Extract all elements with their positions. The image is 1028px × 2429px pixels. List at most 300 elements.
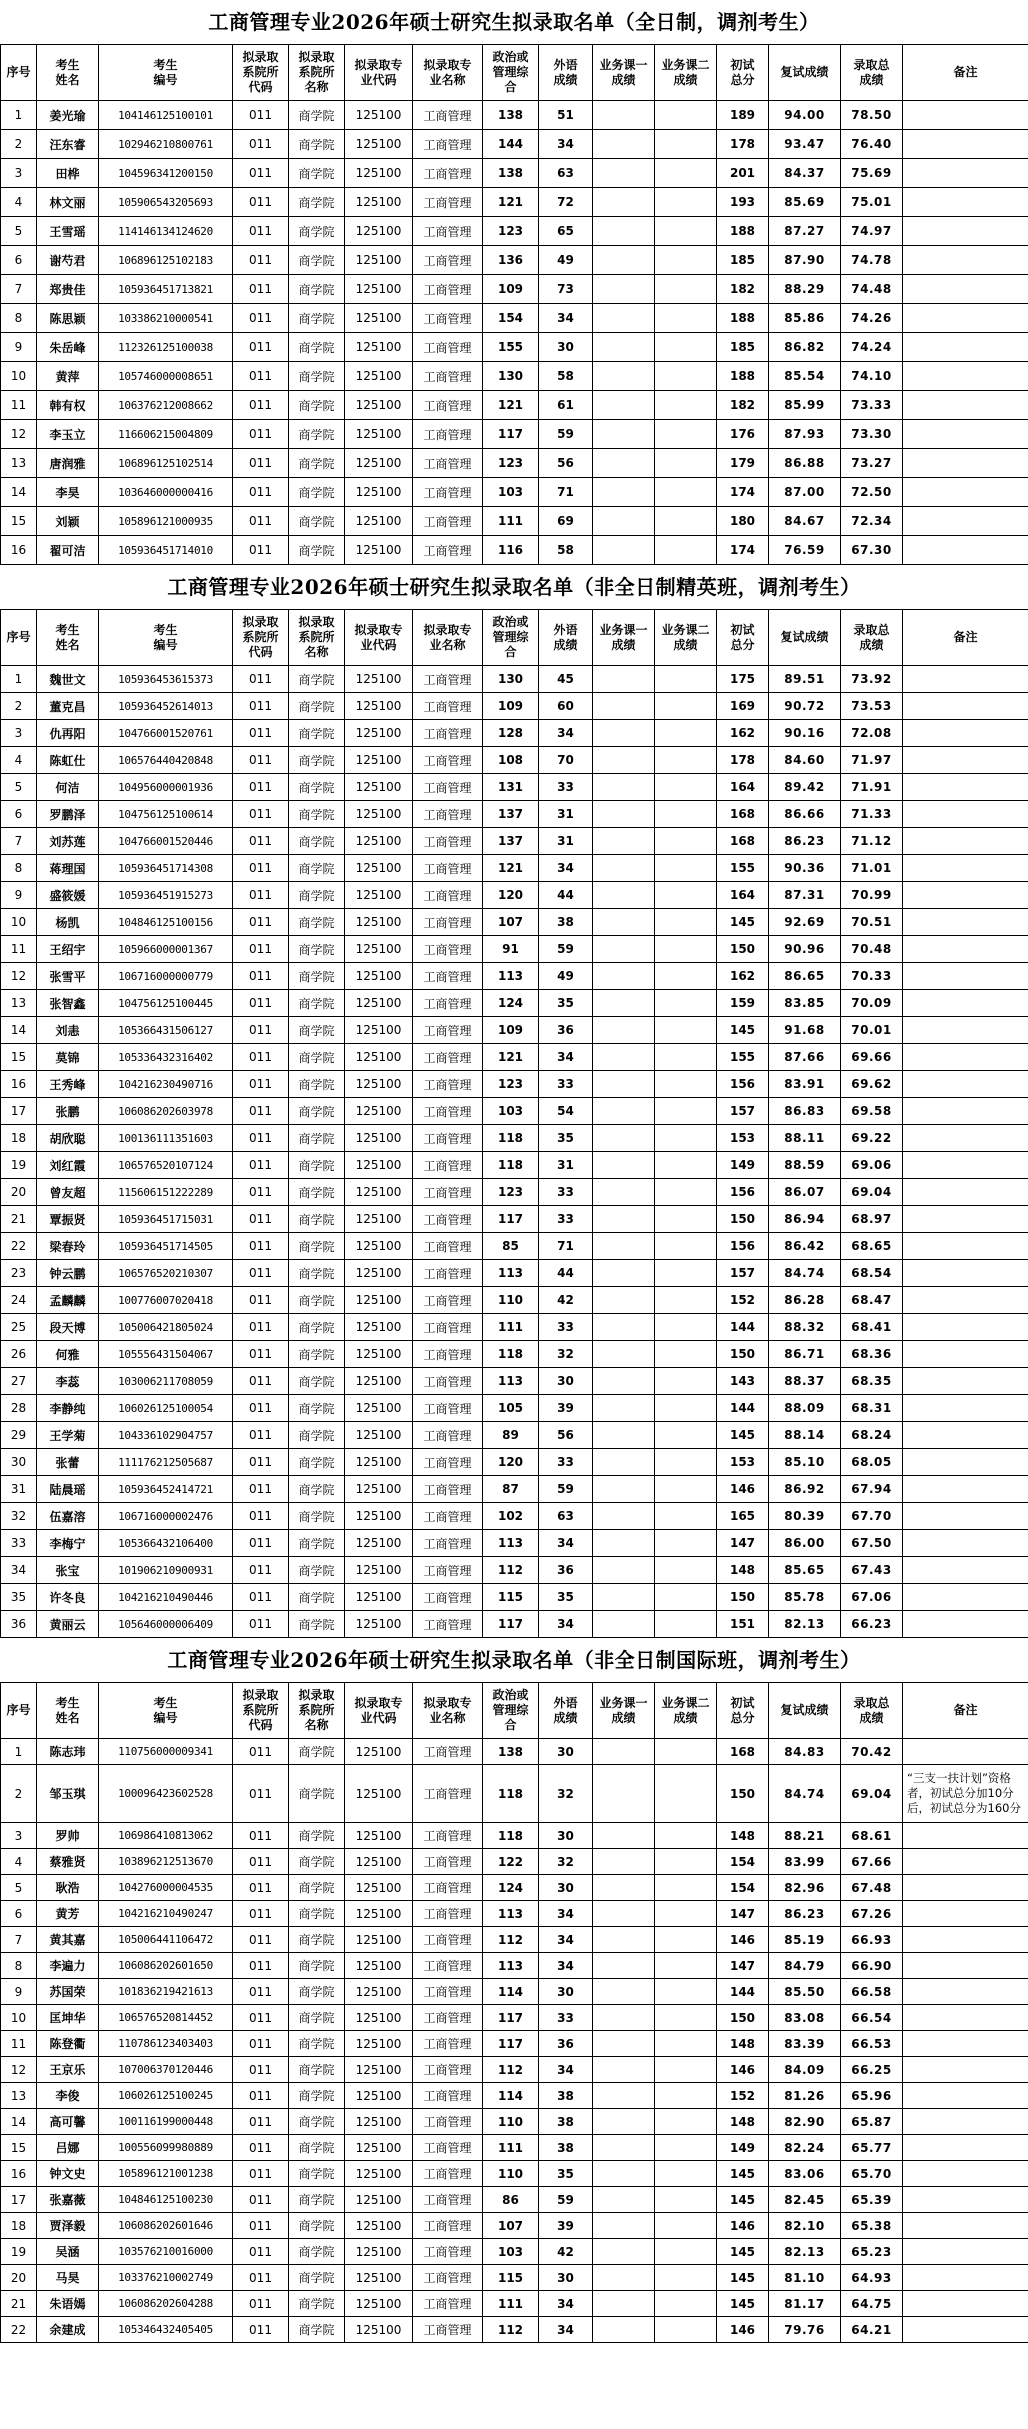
cell-retest-score: 86.23 <box>769 1901 841 1927</box>
cell-candidate-id: 106576520210307 <box>99 1260 233 1287</box>
cell-english-score: 59 <box>539 420 593 449</box>
cell-course2-score <box>655 391 717 420</box>
cell-seq: 25 <box>1 1314 37 1341</box>
table-row <box>1 333 1028 362</box>
cell-english-score: 71 <box>539 1233 593 1260</box>
table-row <box>1 747 1028 774</box>
cell-candidate-id: 103646000000416 <box>99 478 233 507</box>
cell-name: 刘恚 <box>37 1017 99 1044</box>
cell-major-code: 125100 <box>345 2187 413 2213</box>
cell-name: 陆晨瑶 <box>37 1476 99 1503</box>
cell-name: 李静纯 <box>37 1395 99 1422</box>
cell-course2-score <box>655 936 717 963</box>
cell-politics-score: 102 <box>483 1503 539 1530</box>
cell-major-name: 工商管理 <box>413 1395 483 1422</box>
cell-dept-name: 商学院 <box>289 1152 345 1179</box>
cell-seq: 17 <box>1 1098 37 1125</box>
cell-major-name: 工商管理 <box>413 1584 483 1611</box>
cell-dept-code: 011 <box>233 304 289 333</box>
cell-final-score: 65.39 <box>841 2187 903 2213</box>
cell-major-code: 125100 <box>345 159 413 188</box>
cell-major-name: 工商管理 <box>413 693 483 720</box>
cell-english-score: 38 <box>539 2083 593 2109</box>
column-header-candidate-id: 考生 编号 <box>99 45 233 101</box>
cell-dept-code: 011 <box>233 1098 289 1125</box>
table-row <box>1 1849 1028 1875</box>
cell-seq: 1 <box>1 1739 37 1765</box>
cell-initial-total: 145 <box>717 2265 769 2291</box>
cell-major-name: 工商管理 <box>413 1979 483 2005</box>
cell-course1-score <box>593 1098 655 1125</box>
cell-remark <box>903 362 1028 391</box>
cell-remark <box>903 1875 1028 1901</box>
cell-dept-code: 011 <box>233 1395 289 1422</box>
cell-politics-score: 144 <box>483 130 539 159</box>
cell-english-score: 31 <box>539 1152 593 1179</box>
table-row <box>1 1927 1028 1953</box>
cell-major-name: 工商管理 <box>413 963 483 990</box>
cell-politics-score: 136 <box>483 246 539 275</box>
cell-retest-score: 87.66 <box>769 1044 841 1071</box>
cell-retest-score: 86.28 <box>769 1287 841 1314</box>
cell-initial-total: 168 <box>717 828 769 855</box>
cell-course1-score <box>593 1765 655 1823</box>
cell-final-score: 68.97 <box>841 1206 903 1233</box>
table-row <box>1 275 1028 304</box>
cell-final-score: 68.54 <box>841 1260 903 1287</box>
cell-dept-name: 商学院 <box>289 246 345 275</box>
cell-major-code: 125100 <box>345 828 413 855</box>
cell-course1-score <box>593 2187 655 2213</box>
cell-seq: 30 <box>1 1449 37 1476</box>
cell-seq: 10 <box>1 909 37 936</box>
cell-retest-score: 88.37 <box>769 1368 841 1395</box>
table-row <box>1 1098 1028 1125</box>
table-row <box>1 1530 1028 1557</box>
cell-remark <box>903 1953 1028 1979</box>
cell-initial-total: 178 <box>717 130 769 159</box>
cell-candidate-id: 106026125100245 <box>99 2083 233 2109</box>
cell-course1-score <box>593 1476 655 1503</box>
cell-dept-code: 011 <box>233 101 289 130</box>
admission-list-section <box>0 0 1028 565</box>
cell-politics-score: 118 <box>483 1765 539 1823</box>
cell-retest-score: 87.31 <box>769 882 841 909</box>
cell-initial-total: 155 <box>717 1044 769 1071</box>
cell-dept-name: 商学院 <box>289 774 345 801</box>
cell-major-name: 工商管理 <box>413 1449 483 1476</box>
cell-retest-score: 94.00 <box>769 101 841 130</box>
cell-name: 黄萍 <box>37 362 99 391</box>
cell-major-code: 125100 <box>345 990 413 1017</box>
cell-major-name: 工商管理 <box>413 1152 483 1179</box>
cell-initial-total: 152 <box>717 2083 769 2109</box>
cell-course1-score <box>593 2083 655 2109</box>
cell-candidate-id: 104336102904757 <box>99 1422 233 1449</box>
cell-retest-score: 86.82 <box>769 333 841 362</box>
cell-politics-score: 117 <box>483 420 539 449</box>
cell-major-name: 工商管理 <box>413 1071 483 1098</box>
cell-course2-score <box>655 449 717 478</box>
cell-dept-name: 商学院 <box>289 275 345 304</box>
cell-final-score: 67.06 <box>841 1584 903 1611</box>
cell-english-score: 34 <box>539 1044 593 1071</box>
column-header-name: 考生 姓名 <box>37 1683 99 1739</box>
cell-retest-score: 86.07 <box>769 1179 841 1206</box>
cell-retest-score: 84.74 <box>769 1765 841 1823</box>
cell-name: 蒋理国 <box>37 855 99 882</box>
cell-retest-score: 83.85 <box>769 990 841 1017</box>
cell-final-score: 69.22 <box>841 1125 903 1152</box>
cell-initial-total: 174 <box>717 536 769 565</box>
cell-major-name: 工商管理 <box>413 333 483 362</box>
column-header-final-score: 录取总 成绩 <box>841 610 903 666</box>
cell-candidate-id: 105936451715031 <box>99 1206 233 1233</box>
cell-english-score: 31 <box>539 828 593 855</box>
cell-course1-score <box>593 1125 655 1152</box>
cell-politics-score: 110 <box>483 1287 539 1314</box>
cell-candidate-id: 105936453615373 <box>99 666 233 693</box>
cell-major-code: 125100 <box>345 1422 413 1449</box>
cell-name: 耿浩 <box>37 1875 99 1901</box>
cell-dept-name: 商学院 <box>289 2239 345 2265</box>
cell-name: 陈志玮 <box>37 1739 99 1765</box>
cell-politics-score: 112 <box>483 1927 539 1953</box>
cell-course1-score <box>593 2161 655 2187</box>
cell-major-name: 工商管理 <box>413 2005 483 2031</box>
cell-course2-score <box>655 1260 717 1287</box>
cell-initial-total: 193 <box>717 188 769 217</box>
cell-course2-score <box>655 2031 717 2057</box>
cell-name: 曾友超 <box>37 1179 99 1206</box>
cell-course2-score <box>655 720 717 747</box>
cell-remark <box>903 1125 1028 1152</box>
cell-english-score: 34 <box>539 720 593 747</box>
cell-initial-total: 144 <box>717 1314 769 1341</box>
cell-retest-score: 86.88 <box>769 449 841 478</box>
cell-retest-score: 81.17 <box>769 2291 841 2317</box>
cell-initial-total: 188 <box>717 304 769 333</box>
cell-dept-code: 011 <box>233 130 289 159</box>
cell-politics-score: 138 <box>483 101 539 130</box>
cell-major-name: 工商管理 <box>413 1611 483 1638</box>
cell-politics-score: 121 <box>483 188 539 217</box>
cell-major-code: 125100 <box>345 1314 413 1341</box>
cell-initial-total: 157 <box>717 1260 769 1287</box>
cell-retest-score: 90.72 <box>769 693 841 720</box>
cell-remark <box>903 2265 1028 2291</box>
cell-initial-total: 148 <box>717 1557 769 1584</box>
column-header-dept-name: 拟录取 系院所 名称 <box>289 610 345 666</box>
cell-seq: 3 <box>1 159 37 188</box>
cell-major-name: 工商管理 <box>413 188 483 217</box>
cell-english-score: 54 <box>539 1098 593 1125</box>
cell-candidate-id: 106716000000779 <box>99 963 233 990</box>
cell-initial-total: 145 <box>717 909 769 936</box>
cell-major-code: 125100 <box>345 1260 413 1287</box>
cell-major-name: 工商管理 <box>413 882 483 909</box>
cell-remark <box>903 507 1028 536</box>
column-header-english-score: 外语 成绩 <box>539 45 593 101</box>
cell-politics-score: 103 <box>483 2239 539 2265</box>
cell-dept-name: 商学院 <box>289 449 345 478</box>
cell-retest-score: 84.74 <box>769 1260 841 1287</box>
cell-final-score: 73.53 <box>841 693 903 720</box>
cell-retest-score: 87.93 <box>769 420 841 449</box>
table-row <box>1 693 1028 720</box>
cell-retest-score: 90.96 <box>769 936 841 963</box>
cell-final-score: 65.77 <box>841 2135 903 2161</box>
cell-final-score: 67.50 <box>841 1530 903 1557</box>
table-row <box>1 2109 1028 2135</box>
cell-remark <box>903 2109 1028 2135</box>
cell-course1-score <box>593 2239 655 2265</box>
cell-dept-name: 商学院 <box>289 1179 345 1206</box>
cell-course1-score <box>593 1584 655 1611</box>
cell-retest-score: 83.99 <box>769 1849 841 1875</box>
cell-major-name: 工商管理 <box>413 2291 483 2317</box>
cell-remark <box>903 1233 1028 1260</box>
cell-major-code: 125100 <box>345 882 413 909</box>
cell-course2-score <box>655 159 717 188</box>
cell-candidate-id: 112326125100038 <box>99 333 233 362</box>
cell-final-score: 70.09 <box>841 990 903 1017</box>
cell-final-score: 73.92 <box>841 666 903 693</box>
cell-course2-score <box>655 1739 717 1765</box>
cell-seq: 13 <box>1 2083 37 2109</box>
cell-name: 唐润雅 <box>37 449 99 478</box>
cell-dept-name: 商学院 <box>289 1260 345 1287</box>
cell-major-code: 125100 <box>345 1953 413 1979</box>
cell-english-score: 60 <box>539 693 593 720</box>
cell-course1-score <box>593 1206 655 1233</box>
cell-major-code: 125100 <box>345 1017 413 1044</box>
cell-course2-score <box>655 1449 717 1476</box>
column-header-seq: 序号 <box>1 45 37 101</box>
cell-retest-score: 88.32 <box>769 1314 841 1341</box>
cell-dept-name: 商学院 <box>289 1449 345 1476</box>
cell-final-score: 74.48 <box>841 275 903 304</box>
cell-retest-score: 83.91 <box>769 1071 841 1098</box>
cell-course1-score <box>593 2213 655 2239</box>
cell-major-name: 工商管理 <box>413 1341 483 1368</box>
cell-dept-name: 商学院 <box>289 1765 345 1823</box>
cell-name: 朱语嫣 <box>37 2291 99 2317</box>
cell-retest-score: 84.79 <box>769 1953 841 1979</box>
cell-course1-score <box>593 1395 655 1422</box>
cell-candidate-id: 116606215004809 <box>99 420 233 449</box>
cell-politics-score: 89 <box>483 1422 539 1449</box>
cell-seq: 22 <box>1 2317 37 2343</box>
cell-name: 王绍宇 <box>37 936 99 963</box>
cell-final-score: 67.66 <box>841 1849 903 1875</box>
cell-english-score: 33 <box>539 1179 593 1206</box>
table-row <box>1 1260 1028 1287</box>
cell-english-score: 32 <box>539 1849 593 1875</box>
cell-seq: 34 <box>1 1557 37 1584</box>
cell-english-score: 34 <box>539 1927 593 1953</box>
cell-dept-name: 商学院 <box>289 1287 345 1314</box>
cell-dept-code: 011 <box>233 882 289 909</box>
cell-course2-score <box>655 2317 717 2343</box>
cell-politics-score: 109 <box>483 275 539 304</box>
cell-dept-name: 商学院 <box>289 1953 345 1979</box>
cell-english-score: 35 <box>539 990 593 1017</box>
table-row <box>1 1314 1028 1341</box>
cell-name: 何雅 <box>37 1341 99 1368</box>
cell-retest-score: 86.23 <box>769 828 841 855</box>
cell-major-name: 工商管理 <box>413 990 483 1017</box>
section-title: 工商管理专业2026年硕士研究生拟录取名单（全日制，调剂考生） <box>208 10 820 34</box>
cell-name: 陈登衢 <box>37 2031 99 2057</box>
table-header-row <box>1 610 1028 666</box>
cell-seq: 10 <box>1 362 37 391</box>
cell-seq: 15 <box>1 1044 37 1071</box>
cell-initial-total: 201 <box>717 159 769 188</box>
cell-seq: 24 <box>1 1287 37 1314</box>
cell-politics-score: 113 <box>483 1260 539 1287</box>
cell-major-name: 工商管理 <box>413 1849 483 1875</box>
cell-seq: 21 <box>1 2291 37 2317</box>
cell-dept-name: 商学院 <box>289 2161 345 2187</box>
cell-dept-name: 商学院 <box>289 801 345 828</box>
cell-candidate-id: 105966000001367 <box>99 936 233 963</box>
table-row <box>1 666 1028 693</box>
admission-table <box>0 44 1028 565</box>
cell-seq: 6 <box>1 1901 37 1927</box>
cell-major-code: 125100 <box>345 693 413 720</box>
cell-retest-score: 85.78 <box>769 1584 841 1611</box>
cell-course2-score <box>655 362 717 391</box>
cell-major-code: 125100 <box>345 1611 413 1638</box>
cell-retest-score: 85.54 <box>769 362 841 391</box>
table-row <box>1 1476 1028 1503</box>
cell-dept-code: 011 <box>233 507 289 536</box>
cell-course1-score <box>593 1044 655 1071</box>
cell-course2-score <box>655 2083 717 2109</box>
cell-major-name: 工商管理 <box>413 1044 483 1071</box>
cell-name: 梁春玲 <box>37 1233 99 1260</box>
cell-final-score: 68.05 <box>841 1449 903 1476</box>
cell-seq: 10 <box>1 2005 37 2031</box>
cell-candidate-id: 104766001520761 <box>99 720 233 747</box>
table-row <box>1 2317 1028 2343</box>
cell-candidate-id: 105906543205693 <box>99 188 233 217</box>
cell-final-score: 70.33 <box>841 963 903 990</box>
cell-course2-score <box>655 1368 717 1395</box>
cell-name: 李遍力 <box>37 1953 99 1979</box>
cell-course2-score <box>655 217 717 246</box>
table-row <box>1 1422 1028 1449</box>
cell-dept-name: 商学院 <box>289 1314 345 1341</box>
table-row <box>1 1017 1028 1044</box>
cell-final-score: 68.47 <box>841 1287 903 1314</box>
cell-name: 仇再阳 <box>37 720 99 747</box>
table-row <box>1 909 1028 936</box>
cell-major-code: 125100 <box>345 1179 413 1206</box>
table-row <box>1 1875 1028 1901</box>
cell-major-code: 125100 <box>345 2083 413 2109</box>
cell-politics-score: 113 <box>483 1953 539 1979</box>
cell-final-score: 74.24 <box>841 333 903 362</box>
cell-course2-score <box>655 1765 717 1823</box>
table-row <box>1 2161 1028 2187</box>
cell-final-score: 68.31 <box>841 1395 903 1422</box>
cell-remark <box>903 1044 1028 1071</box>
cell-candidate-id: 106086202603978 <box>99 1098 233 1125</box>
cell-remark <box>903 720 1028 747</box>
cell-candidate-id: 104956000001936 <box>99 774 233 801</box>
cell-dept-name: 商学院 <box>289 1557 345 1584</box>
cell-politics-score: 109 <box>483 1017 539 1044</box>
cell-initial-total: 157 <box>717 1098 769 1125</box>
table-row <box>1 2135 1028 2161</box>
cell-major-name: 工商管理 <box>413 1557 483 1584</box>
cell-course2-score <box>655 1071 717 1098</box>
cell-major-name: 工商管理 <box>413 159 483 188</box>
cell-candidate-id: 100116199000448 <box>99 2109 233 2135</box>
cell-remark <box>903 217 1028 246</box>
cell-name: 钟文史 <box>37 2161 99 2187</box>
cell-initial-total: 151 <box>717 1611 769 1638</box>
cell-final-score: 65.87 <box>841 2109 903 2135</box>
cell-major-code: 125100 <box>345 217 413 246</box>
cell-major-name: 工商管理 <box>413 1125 483 1152</box>
cell-major-code: 125100 <box>345 1765 413 1823</box>
cell-english-score: 36 <box>539 1017 593 1044</box>
cell-dept-code: 011 <box>233 1314 289 1341</box>
cell-retest-score: 80.39 <box>769 1503 841 1530</box>
cell-course2-score <box>655 1503 717 1530</box>
cell-politics-score: 118 <box>483 1125 539 1152</box>
table-row <box>1 1823 1028 1849</box>
cell-course1-score <box>593 2031 655 2057</box>
cell-major-code: 125100 <box>345 2109 413 2135</box>
cell-major-code: 125100 <box>345 801 413 828</box>
cell-name: 魏世文 <box>37 666 99 693</box>
cell-name: 汪东睿 <box>37 130 99 159</box>
cell-english-score: 34 <box>539 304 593 333</box>
cell-retest-score: 84.37 <box>769 159 841 188</box>
cell-major-code: 125100 <box>345 2161 413 2187</box>
cell-politics-score: 138 <box>483 1739 539 1765</box>
cell-english-score: 69 <box>539 507 593 536</box>
cell-english-score: 44 <box>539 882 593 909</box>
cell-major-code: 125100 <box>345 1287 413 1314</box>
cell-seq: 12 <box>1 2057 37 2083</box>
cell-candidate-id: 104766001520446 <box>99 828 233 855</box>
cell-major-code: 125100 <box>345 246 413 275</box>
cell-final-score: 72.50 <box>841 478 903 507</box>
cell-politics-score: 107 <box>483 909 539 936</box>
cell-initial-total: 146 <box>717 1927 769 1953</box>
column-header-remark: 备注 <box>903 1683 1028 1739</box>
cell-remark <box>903 2213 1028 2239</box>
table-row <box>1 507 1028 536</box>
cell-remark <box>903 1179 1028 1206</box>
cell-final-score: 67.94 <box>841 1476 903 1503</box>
cell-politics-score: 117 <box>483 2005 539 2031</box>
table-row <box>1 1368 1028 1395</box>
cell-dept-code: 011 <box>233 1449 289 1476</box>
column-header-remark: 备注 <box>903 45 1028 101</box>
cell-english-score: 44 <box>539 1260 593 1287</box>
cell-name: 李昊 <box>37 478 99 507</box>
cell-course2-score <box>655 1875 717 1901</box>
cell-retest-score: 79.76 <box>769 2317 841 2343</box>
cell-dept-name: 商学院 <box>289 1476 345 1503</box>
cell-initial-total: 154 <box>717 1875 769 1901</box>
